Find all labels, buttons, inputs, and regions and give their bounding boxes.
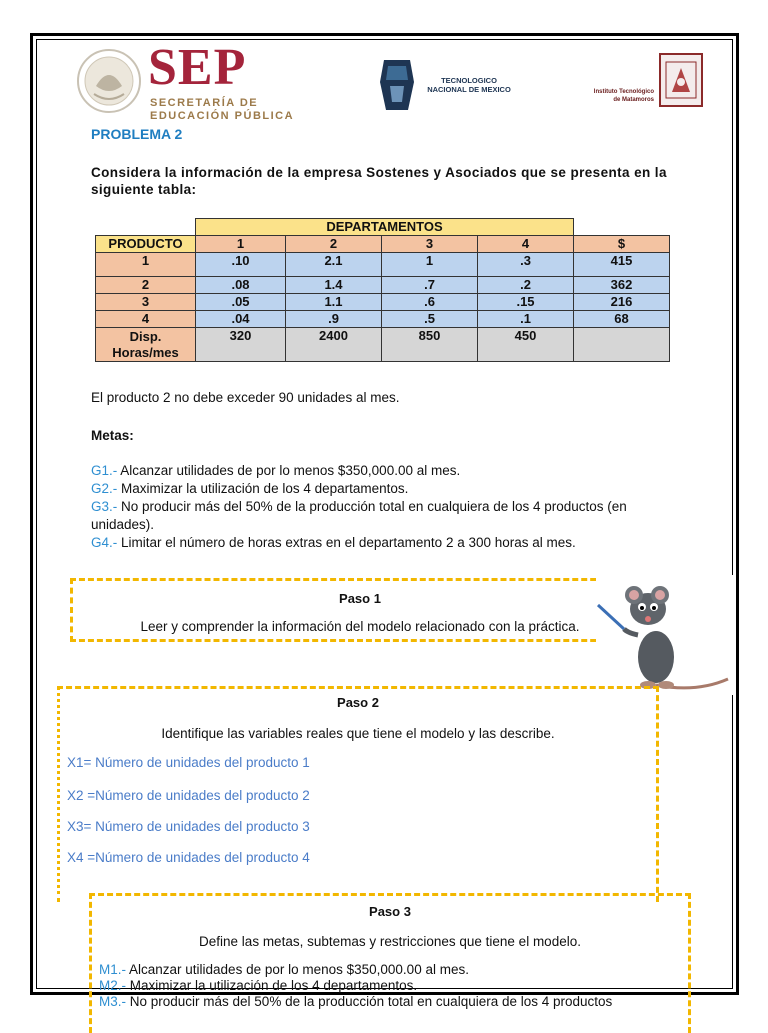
table-row bbox=[96, 311, 670, 328]
goals-list bbox=[91, 462, 686, 552]
row-product: 3 bbox=[96, 294, 196, 311]
meta-text: No producir más del 50% de la producción total en cualquiera de los 4 productos bbox=[126, 994, 613, 1009]
table-blank-cell bbox=[574, 219, 670, 236]
meta-text: Maximizar la utilización de los 4 departamentos. bbox=[126, 978, 418, 993]
goal-text: No producir más del 50% de la producción total en cualquiera de los 4 productos (en unidades). bbox=[91, 499, 627, 532]
col-product: PRODUCTO bbox=[96, 236, 196, 253]
step3-body: Define las metas, subtemas y restricciones que tiene el modelo. bbox=[199, 934, 581, 949]
step2-title: Paso 2 bbox=[337, 695, 379, 710]
cell-profit: 68 bbox=[574, 311, 670, 328]
step1-body: Leer y comprender la información del modelo relacionado con la práctica. bbox=[140, 619, 580, 634]
meta-tag: M2.- bbox=[99, 978, 126, 993]
row-product: 4 bbox=[96, 311, 196, 328]
goal-tag: G3.- bbox=[91, 499, 118, 514]
sep-subtitle-line2: EDUCACIÓN PÚBLICA bbox=[150, 110, 295, 122]
cell-value: 1 bbox=[382, 253, 478, 277]
cell-value: .04 bbox=[196, 311, 286, 328]
dept-header: DEPARTAMENTOS bbox=[196, 219, 574, 236]
cell-value: 1.4 bbox=[286, 277, 382, 294]
tecnm-line1: TECNOLOGICO bbox=[441, 76, 497, 85]
col-dept-1: 1 bbox=[196, 236, 286, 253]
cell-value: 1.1 bbox=[286, 294, 382, 311]
cell-value: .15 bbox=[478, 294, 574, 311]
goal-item bbox=[91, 498, 686, 534]
cell-value: .7 bbox=[382, 277, 478, 294]
disp-value: 450 bbox=[478, 328, 574, 362]
step3-metas-list bbox=[99, 962, 612, 1010]
cell-value: .1 bbox=[478, 311, 574, 328]
col-profit: $ bbox=[574, 236, 670, 253]
cell-profit: 216 bbox=[574, 294, 670, 311]
problem-title: PROBLEMA 2 bbox=[91, 126, 183, 142]
sep-logo-text: SEP bbox=[148, 39, 247, 96]
goal-text: Limitar el número de horas extras en el departamento 2 a 300 horas al mes. bbox=[117, 535, 576, 550]
variable-item: X1= Número de unidades del producto 1 bbox=[67, 755, 310, 770]
tecnm-line2: NACIONAL DE MEXICO bbox=[427, 85, 511, 94]
cell-value: .6 bbox=[382, 294, 478, 311]
goal-text: Alcanzar utilidades de por lo menos $350,000.00 al mes. bbox=[117, 463, 461, 478]
metas-title: Metas: bbox=[91, 428, 134, 443]
goal-item bbox=[91, 462, 686, 480]
disp-label-line1: Disp. bbox=[129, 328, 162, 344]
table-row bbox=[96, 277, 670, 294]
tecnm-logo-text bbox=[424, 76, 514, 94]
itm-shield-icon bbox=[656, 52, 706, 108]
col-dept-3: 3 bbox=[382, 236, 478, 253]
table-blank-cell bbox=[96, 219, 196, 236]
table-header-row bbox=[96, 236, 670, 253]
step2-body: Identifique las variables reales que tiene el modelo y las describe. bbox=[161, 726, 555, 741]
goal-tag: G1.- bbox=[91, 463, 118, 478]
disp-value: 2400 bbox=[286, 328, 382, 362]
cell-value: .9 bbox=[286, 311, 382, 328]
meta-item bbox=[99, 978, 612, 994]
meta-text: Alcanzar utilidades de por lo menos $350,000.00 al mes. bbox=[126, 962, 469, 977]
meta-tag: M1.- bbox=[99, 962, 126, 977]
meta-item bbox=[99, 994, 612, 1010]
disp-label-line2: Horas/mes bbox=[112, 344, 179, 360]
row-product: 1 bbox=[96, 253, 196, 277]
cell-profit: 415 bbox=[574, 253, 670, 277]
table-row bbox=[96, 294, 670, 311]
variable-item: X2 =Número de unidades del producto 2 bbox=[67, 788, 310, 803]
itm-line2: de Matamoros bbox=[613, 97, 654, 103]
variable-item: X4 =Número de unidades del producto 4 bbox=[67, 850, 310, 865]
mexico-seal-icon bbox=[76, 46, 142, 116]
cell-value: .05 bbox=[196, 294, 286, 311]
goal-item bbox=[91, 480, 686, 498]
sep-logo-subtitle bbox=[150, 97, 294, 123]
variable-item: X3= Número de unidades del producto 3 bbox=[67, 819, 310, 834]
table-dept-row bbox=[96, 219, 670, 236]
disp-label bbox=[96, 328, 196, 362]
cell-value: .5 bbox=[382, 311, 478, 328]
goal-item bbox=[91, 534, 686, 552]
cell-value: .08 bbox=[196, 277, 286, 294]
itm-logo-text bbox=[584, 88, 654, 104]
disp-value: 320 bbox=[196, 328, 286, 362]
table-row bbox=[96, 253, 670, 277]
cell-value: 2.1 bbox=[286, 253, 382, 277]
disp-value: 850 bbox=[382, 328, 478, 362]
mouse-teacher-icon bbox=[596, 575, 736, 695]
data-table bbox=[95, 218, 670, 362]
intro-paragraph: Considera la información de la empresa Sostenes y Asociados que se presenta en la siguiente tabla: bbox=[91, 165, 667, 197]
step1-box bbox=[70, 578, 650, 642]
tecnm-logo-icon bbox=[374, 52, 420, 118]
goal-text: Maximizar la utilización de los 4 departamentos. bbox=[117, 481, 409, 496]
step3-title: Paso 3 bbox=[369, 904, 411, 919]
cell-value: .2 bbox=[478, 277, 574, 294]
sep-subtitle-line1: SECRETARÍA DE bbox=[150, 97, 259, 109]
table-disp-row bbox=[96, 328, 670, 362]
goal-tag: G2.- bbox=[91, 481, 118, 496]
meta-item bbox=[99, 962, 612, 978]
goal-tag: G4.- bbox=[91, 535, 118, 550]
cell-value: .10 bbox=[196, 253, 286, 277]
cell-value: .3 bbox=[478, 253, 574, 277]
col-dept-2: 2 bbox=[286, 236, 382, 253]
itm-line1: Instituto Tecnológico bbox=[593, 89, 654, 95]
disp-empty bbox=[574, 328, 670, 362]
col-dept-4: 4 bbox=[478, 236, 574, 253]
step1-title: Paso 1 bbox=[339, 591, 381, 606]
row-product: 2 bbox=[96, 277, 196, 294]
constraint-text: El producto 2 no debe exceder 90 unidades al mes. bbox=[91, 390, 400, 405]
meta-tag: M3.- bbox=[99, 994, 126, 1009]
cell-profit: 362 bbox=[574, 277, 670, 294]
